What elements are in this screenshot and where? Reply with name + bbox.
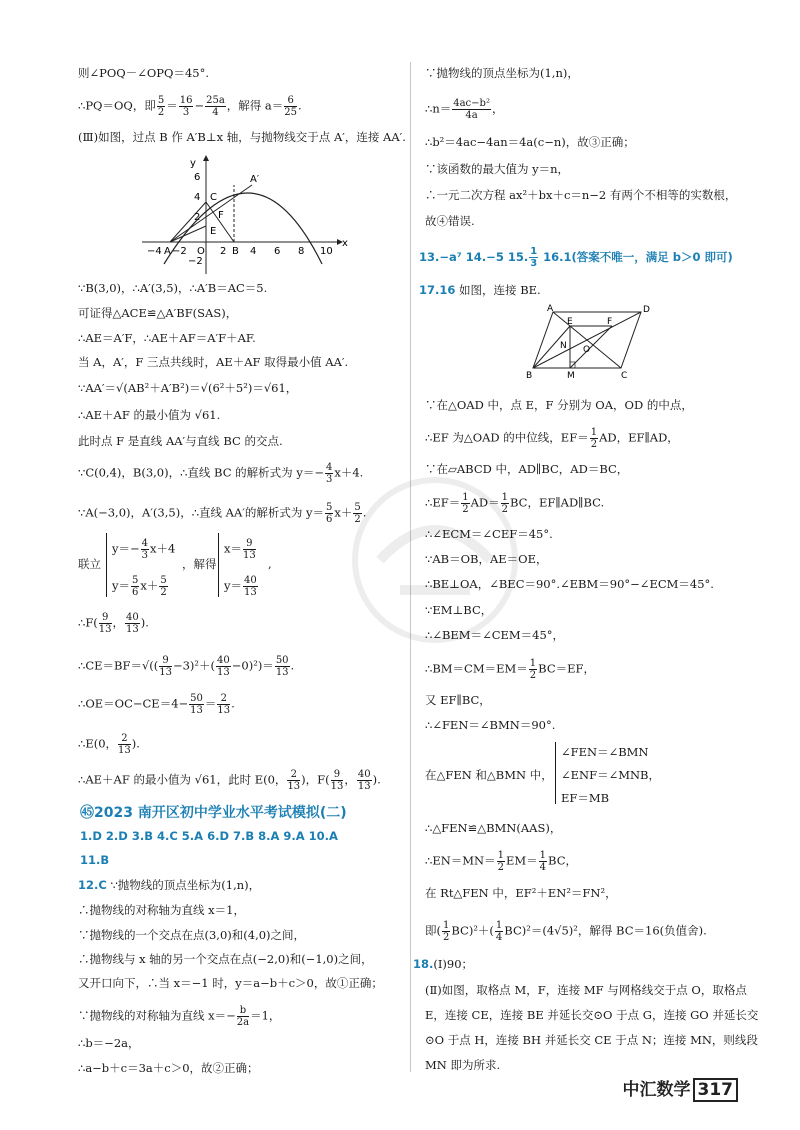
text-line: ∴AE＝A′F，∴AE＋AF＝A′F＋AF. [78, 331, 256, 345]
text-line: E，连接 CE，连接 BE 并延长交⊙O 于点 G，连接 GO 并延长交 [425, 1008, 759, 1022]
section-title: ㊺2023 南开区初中学业水平考试模拟(二) [80, 805, 347, 821]
text-line: 联立 [78, 557, 101, 571]
text-line: ∵C(0,4)，B(3,0)，∴直线 BC 的解析式为 y＝− $\frac{4}{3}$ x＋4. [78, 462, 364, 485]
text-line: 在△FEN 和△BMN 中， [425, 768, 553, 782]
x-tick: −4 [147, 246, 162, 257]
text-line: ∴E(0， $\frac{2}{13}$ ). [78, 733, 140, 756]
text-line: 当 A，A′，F 三点共线时，AE＋AF 取得最小值 AA′. [78, 355, 349, 369]
line-ae [170, 226, 206, 242]
parallelogram-figure [523, 304, 653, 380]
text-line: (Ⅱ)如图，取格点 M，F，连接 MF 与网格线交于点 O，取格点 [425, 983, 747, 997]
point-o-label: O [583, 345, 591, 355]
text-line: 则∠POQ－∠OPQ＝45°. [78, 66, 209, 80]
answer-key: 11.B [80, 853, 110, 867]
point-m-label: M [567, 371, 575, 380]
point-b-label: B [526, 371, 533, 380]
text-line: ∴n＝ $\frac{\text{4ac−b²}}{4a}$ ， [425, 98, 504, 121]
text-line: ∴PQ＝OQ，即 $\frac{5}{2}$ ＝ $\frac{16}{3}$ − $\frac{25a}{4}$ ，解得 a＝ $\frac{6}{25}$ . [78, 95, 302, 118]
x-tick: 10 [320, 246, 333, 257]
text-line: ∵抛物线的对称轴为直线 x＝− $\frac{b}{2a}$ ＝1， [78, 1005, 281, 1028]
text-line: ∴F( $\frac{9}{13}$ ， $\frac{40}{13}$ ). [78, 612, 149, 635]
point-n-label: N [560, 341, 567, 351]
y-tick: 2 [194, 212, 201, 223]
x-axis-label: x [342, 238, 348, 249]
text-line: 即( $\frac{1}{2}$ BC)²＋( $\frac{1}{4}$ BC)²＝(4√5)²，解得 BC＝16(负值舍). [425, 920, 707, 943]
text-line: ∴∠BEM＝∠CEM＝45°， [425, 628, 565, 642]
text-line: ∴抛物线与 x 轴的另一个交点在点(−2,0)和(−1,0)之间， [78, 952, 373, 966]
text-line: ∴BM＝CM＝EM＝ $\frac{1}{2}$ BC＝EF， [425, 658, 596, 681]
text-line: ∵在▱ABCD 中，AD∥BC，AD＝BC， [425, 462, 629, 476]
point-d-label: D [643, 305, 650, 315]
text-line: 又 EF∥BC， [425, 693, 491, 707]
text-line: ∴∠FEN＝∠BMN＝90°. [425, 718, 556, 732]
x-tick: 4 [250, 246, 257, 257]
brace [106, 533, 107, 597]
x-tick: 8 [298, 246, 305, 257]
text-line: ∴AE＋AF 的最小值为 √61，此时 E(0， $\frac{2}{13}$ )，F( $\frac{9}{13}$ ， $\frac{40}{13}$ ). [78, 769, 381, 792]
text-line: ∵AB＝OB，AE＝OE， [425, 552, 548, 566]
point-a-prime-label: A′ [250, 174, 260, 185]
y-tick: 4 [194, 192, 201, 203]
segment-fm [570, 326, 612, 368]
text-line: ∴EN＝MN＝ $\frac{1}{2}$ EM＝ $\frac{1}{4}$ BC， [425, 850, 578, 873]
equation-line: EF＝MB [561, 791, 610, 805]
answer-key: 13.−a⁷ 14.−5 15. $\frac{1}{3}$ 16.1(答案不唯一，满足 b＞0 即可) [419, 246, 733, 269]
text-line: ∴EF＝ $\frac{1}{2}$ AD＝ $\frac{1}{2}$ BC，EF∥AD∥BC. [425, 492, 605, 515]
text-line: 12.C ∵抛物线的顶点坐标为(1,n)， [78, 878, 261, 892]
footer-brand: 中汇数学 [622, 1080, 691, 1100]
equation-line: y＝ $\frac{5}{6}$ x＋ $\frac{5}{2}$ [112, 575, 167, 598]
text-line: ∴CE＝BF＝√(( $\frac{9}{13}$ −3)²＋( $\frac{40}{13}$ −0)²)＝ $\frac{50}{13}$ . [78, 655, 295, 678]
text-line: 18.(Ⅰ)90； [413, 957, 474, 971]
text-line: ∴∠ECM＝∠CEF＝45°. [425, 527, 553, 541]
equation-line: ∠ENF＝∠MNB， [561, 768, 660, 782]
equation-line: ∠FEN＝∠BMN [561, 745, 649, 759]
text-line: 可证得△ACE≌△A′BF(SAS)， [78, 306, 238, 320]
text-line: ∴BE⊥OA，∠BEC＝90°.∠EBM＝90°−∠ECM＝45°. [425, 577, 714, 591]
text-line: (Ⅲ)如图，过点 B 作 A′B⊥x 轴，与抛物线交于点 A′，连接 AA′. [78, 130, 406, 144]
equation-line: y＝ $\frac{40}{13}$ [224, 575, 257, 598]
x-tick: A [164, 246, 171, 257]
page-footer [623, 1075, 739, 1100]
point-c-label: C [621, 371, 628, 380]
text-line: ∵B(3,0)，∴A′(3,5)，∴A′B＝AC＝5. [78, 281, 268, 295]
text-line: ∴a−b＋c＝3a＋c＞0，故②正确； [78, 1061, 259, 1075]
parabola-graph [142, 152, 422, 276]
brace [555, 742, 556, 804]
text-line: ∴△FEN≌△BMN(AAS)， [425, 821, 562, 835]
text-line: 故④错误. [425, 214, 475, 228]
text-line: ∵在△OAD 中，点 E，F 分别为 OA，OD 的中点， [425, 398, 693, 412]
text-line: 17.16 如图，连接 BE. [419, 283, 541, 297]
point-f-label: F [218, 210, 224, 221]
text-line: ∴EF 为△OAD 的中位线，EF＝ $\frac{1}{2}$ AD，EF∥AD， [425, 427, 679, 450]
x-tick: −2 [172, 246, 187, 257]
x-tick: 2 [220, 246, 227, 257]
text-line: ∵AA′＝√(AB²＋A′B²)＝√(6²＋5²)＝√61， [78, 381, 298, 395]
text-line: ∵A(−3,0)，A′(3,5)，∴直线 AA′的解析式为 y＝ $\frac{5}{6}$ x＋ $\frac{5}{2}$ . [78, 502, 367, 525]
answer-key: 1.D 2.D 3.B 4.C 5.A 6.D 7.B 8.A 9.A 10.A [80, 829, 338, 843]
text-line: ，解得 [182, 557, 217, 571]
text-line: ⊙O 于点 H，连接 BH 并延长交 CE 于点 N；连接 MN，则线段 [425, 1033, 758, 1047]
point-c-label: C [210, 192, 217, 203]
x-tick: B [232, 246, 239, 257]
text-line: ∴AE＋AF 的最小值为 √61. [78, 408, 221, 422]
line-ac [170, 202, 206, 242]
text-line: ∴一元二次方程 ax²＋bx＋c＝n−2 有两个不相等的实数根， [425, 188, 737, 202]
text-line: ∵抛物线的一个交点在点(3,0)和(4,0)之间， [78, 928, 306, 942]
text-line: ∵EM⊥BC， [425, 603, 493, 617]
brace [218, 533, 219, 597]
y-tick: −2 [188, 256, 203, 267]
y-tick: 6 [194, 172, 201, 183]
text-line: ∵抛物线的顶点坐标为(1,n)， [425, 66, 579, 80]
text-line: ∴抛物线的对称轴为直线 x＝1， [78, 903, 245, 917]
x-tick: 6 [274, 246, 281, 257]
text-line: 此时点 F 是直线 AA′与直线 BC 的交点. [78, 434, 283, 448]
text-line: 又开口向下，∴当 x＝−1 时，y＝a−b＋c＞0，故①正确； [78, 976, 383, 990]
point-e-label: E [567, 317, 573, 327]
text-line: , [268, 557, 272, 571]
point-f-label: F [607, 317, 613, 327]
text-line: 在 Rt△FEN 中，EF²＋EN²＝FN²， [425, 886, 617, 900]
equation-line: x＝ $\frac{9}{13}$ [224, 538, 256, 561]
point-a-label: A [547, 304, 554, 314]
text-line: ∴b²＝4ac−4an＝4a(c−n)，故③正确； [425, 135, 635, 149]
text-line: MN 即为所求. [425, 1058, 501, 1072]
text-line: ∴b＝−2a， [78, 1036, 140, 1050]
y-axis-label: y [190, 158, 196, 169]
diagonal-bd [533, 312, 641, 368]
text-line: ∵该函数的最大值为 y＝n， [425, 162, 570, 176]
equation-line: y＝− $\frac{4}{3}$ x＋4 [112, 538, 176, 561]
point-e-label: E [210, 226, 217, 237]
page-number: 317 [693, 1078, 739, 1102]
text-line: ∴OE＝OC−CE＝4− $\frac{50}{13}$ ＝ $\frac{2}{13}$ . [78, 693, 235, 716]
x-tick: O [197, 246, 205, 257]
